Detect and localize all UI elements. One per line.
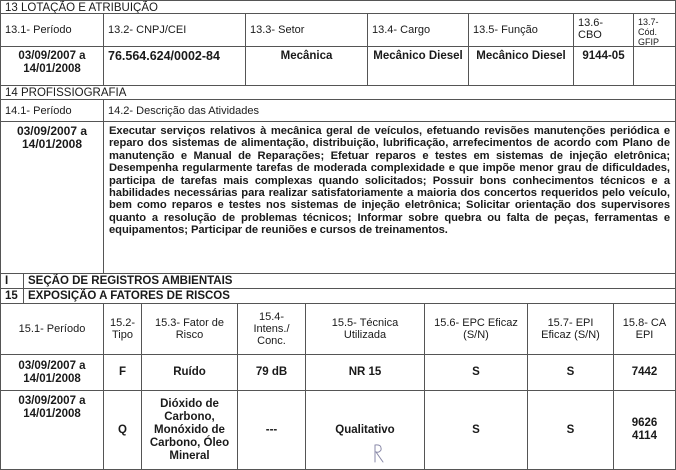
risk-intensity: --- bbox=[238, 391, 306, 470]
header-gfip: 13.7- Cód. GFIP bbox=[634, 14, 676, 47]
risk-period: 03/09/2007 a 14/01/2008 bbox=[0, 391, 104, 470]
section-i-number: I bbox=[0, 274, 24, 289]
section-14-title: 14 PROFISSIOGRAFIA bbox=[0, 86, 676, 100]
risk-technique: Qualitativo bbox=[306, 391, 425, 470]
header-cbo: 13.6- CBO bbox=[574, 14, 634, 47]
header-15-type: 15.2- Tipo bbox=[104, 304, 142, 355]
risk-epi: S bbox=[528, 355, 614, 391]
header-cnpj: 13.2- CNPJ/CEI bbox=[104, 14, 246, 47]
section-15-title-row bbox=[0, 289, 676, 304]
risk-epi: S bbox=[528, 391, 614, 470]
section-13-header-row bbox=[0, 14, 676, 47]
value-sector: Mecânica bbox=[246, 47, 368, 86]
value-cbo: 9144-05 bbox=[574, 47, 634, 86]
header-15-technique: 15.5- Técnica Utilizada bbox=[306, 304, 425, 355]
value-period: 03/09/2007 a 14/01/2008 bbox=[0, 47, 104, 86]
header-period: 13.1- Período bbox=[0, 14, 104, 47]
risk-epc: S bbox=[425, 355, 528, 391]
header-14-period: 14.1- Período bbox=[0, 100, 104, 122]
value-function: Mecânico Diesel bbox=[469, 47, 574, 86]
header-15-intensity: 15.4- Intens./ Conc. bbox=[238, 304, 306, 355]
header-15-epi: 15.7- EPI Eficaz (S/N) bbox=[528, 304, 614, 355]
handwritten-initial-mark bbox=[372, 442, 386, 464]
header-function: 13.5- Função bbox=[469, 14, 574, 47]
risk-epc: S bbox=[425, 391, 528, 470]
header-role: 13.4- Cargo bbox=[368, 14, 469, 47]
section-13-title-row bbox=[0, 0, 676, 14]
section-13-value-row bbox=[0, 47, 676, 86]
section-14-title-row bbox=[0, 86, 676, 100]
section-14-content-row bbox=[0, 122, 676, 274]
risk-ca-epi: 7442 bbox=[614, 355, 676, 391]
risk-row bbox=[0, 355, 676, 391]
section-15-header-row bbox=[0, 304, 676, 355]
header-15-period: 15.1- Período bbox=[0, 304, 104, 355]
risk-type: F bbox=[104, 355, 142, 391]
header-14-description: 14.2- Descrição das Atividades bbox=[104, 100, 676, 122]
header-15-epc: 15.6- EPC Eficaz (S/N) bbox=[425, 304, 528, 355]
risk-row bbox=[0, 391, 676, 470]
risk-period: 03/09/2007 a 14/01/2008 bbox=[0, 355, 104, 391]
section-i-title: SEÇÃO DE REGISTROS AMBIENTAIS bbox=[24, 274, 676, 289]
header-sector: 13.3- Setor bbox=[246, 14, 368, 47]
section-13-title: 13 LOTAÇÃO E ATRIBUIÇÃO bbox=[0, 0, 676, 14]
risk-ca-epi: 9626 4114 bbox=[614, 391, 676, 470]
activity-period: 03/09/2007 a 14/01/2008 bbox=[0, 122, 104, 274]
header-15-ca-epi: 15.8- CA EPI bbox=[614, 304, 676, 355]
activity-description: Executar serviços relativos à mecânica geral de veículos, efetuando revisões manutenções periódica e reparo dos sistemas de alimentação, distribuição, lubrificação, arrefecimentos de acordo com Plano de manutenção e Manual de Reparações; Efetuar reparos e testes em sistemas de injeção eletrônica; Desempenha regularmente tarefas de moderada complexidade e que impõe menor grau de dificuldades, participa de tarefas mais complexas quando solicitados; Possuir bons conhecimentos técnicos e a habilidades necessárias para realizar satisfatoriamente a maioria dos concertos requeridos pelo veículo, bem como reparos e testes nos sistemas de injeção eletrônica; Solicitar orientação dos supervisores quanto a resolução de problemas técnicos; Informar sobre quebra ou falta de peças, ferramentas e equipamentos; Participar de reuniões e cursos de treinamentos. bbox=[104, 122, 676, 274]
section-i-row bbox=[0, 274, 676, 289]
section-15-number: 15 bbox=[0, 289, 24, 304]
risk-factor: Ruído bbox=[142, 355, 238, 391]
risk-technique: NR 15 bbox=[306, 355, 425, 391]
value-role: Mecânico Diesel bbox=[368, 47, 469, 86]
risk-type: Q bbox=[104, 391, 142, 470]
value-cnpj: 76.564.624/0002-84 bbox=[104, 47, 246, 86]
risk-factor: Dióxido de Carbono, Monóxido de Carbono, Óleo Mineral bbox=[142, 391, 238, 470]
value-gfip bbox=[634, 47, 676, 86]
section-14-header-row bbox=[0, 100, 676, 122]
header-15-risk-factor: 15.3- Fator de Risco bbox=[142, 304, 238, 355]
risk-intensity: 79 dB bbox=[238, 355, 306, 391]
section-15-title: EXPOSIÇÃO A FATORES DE RISCOS bbox=[24, 289, 676, 304]
